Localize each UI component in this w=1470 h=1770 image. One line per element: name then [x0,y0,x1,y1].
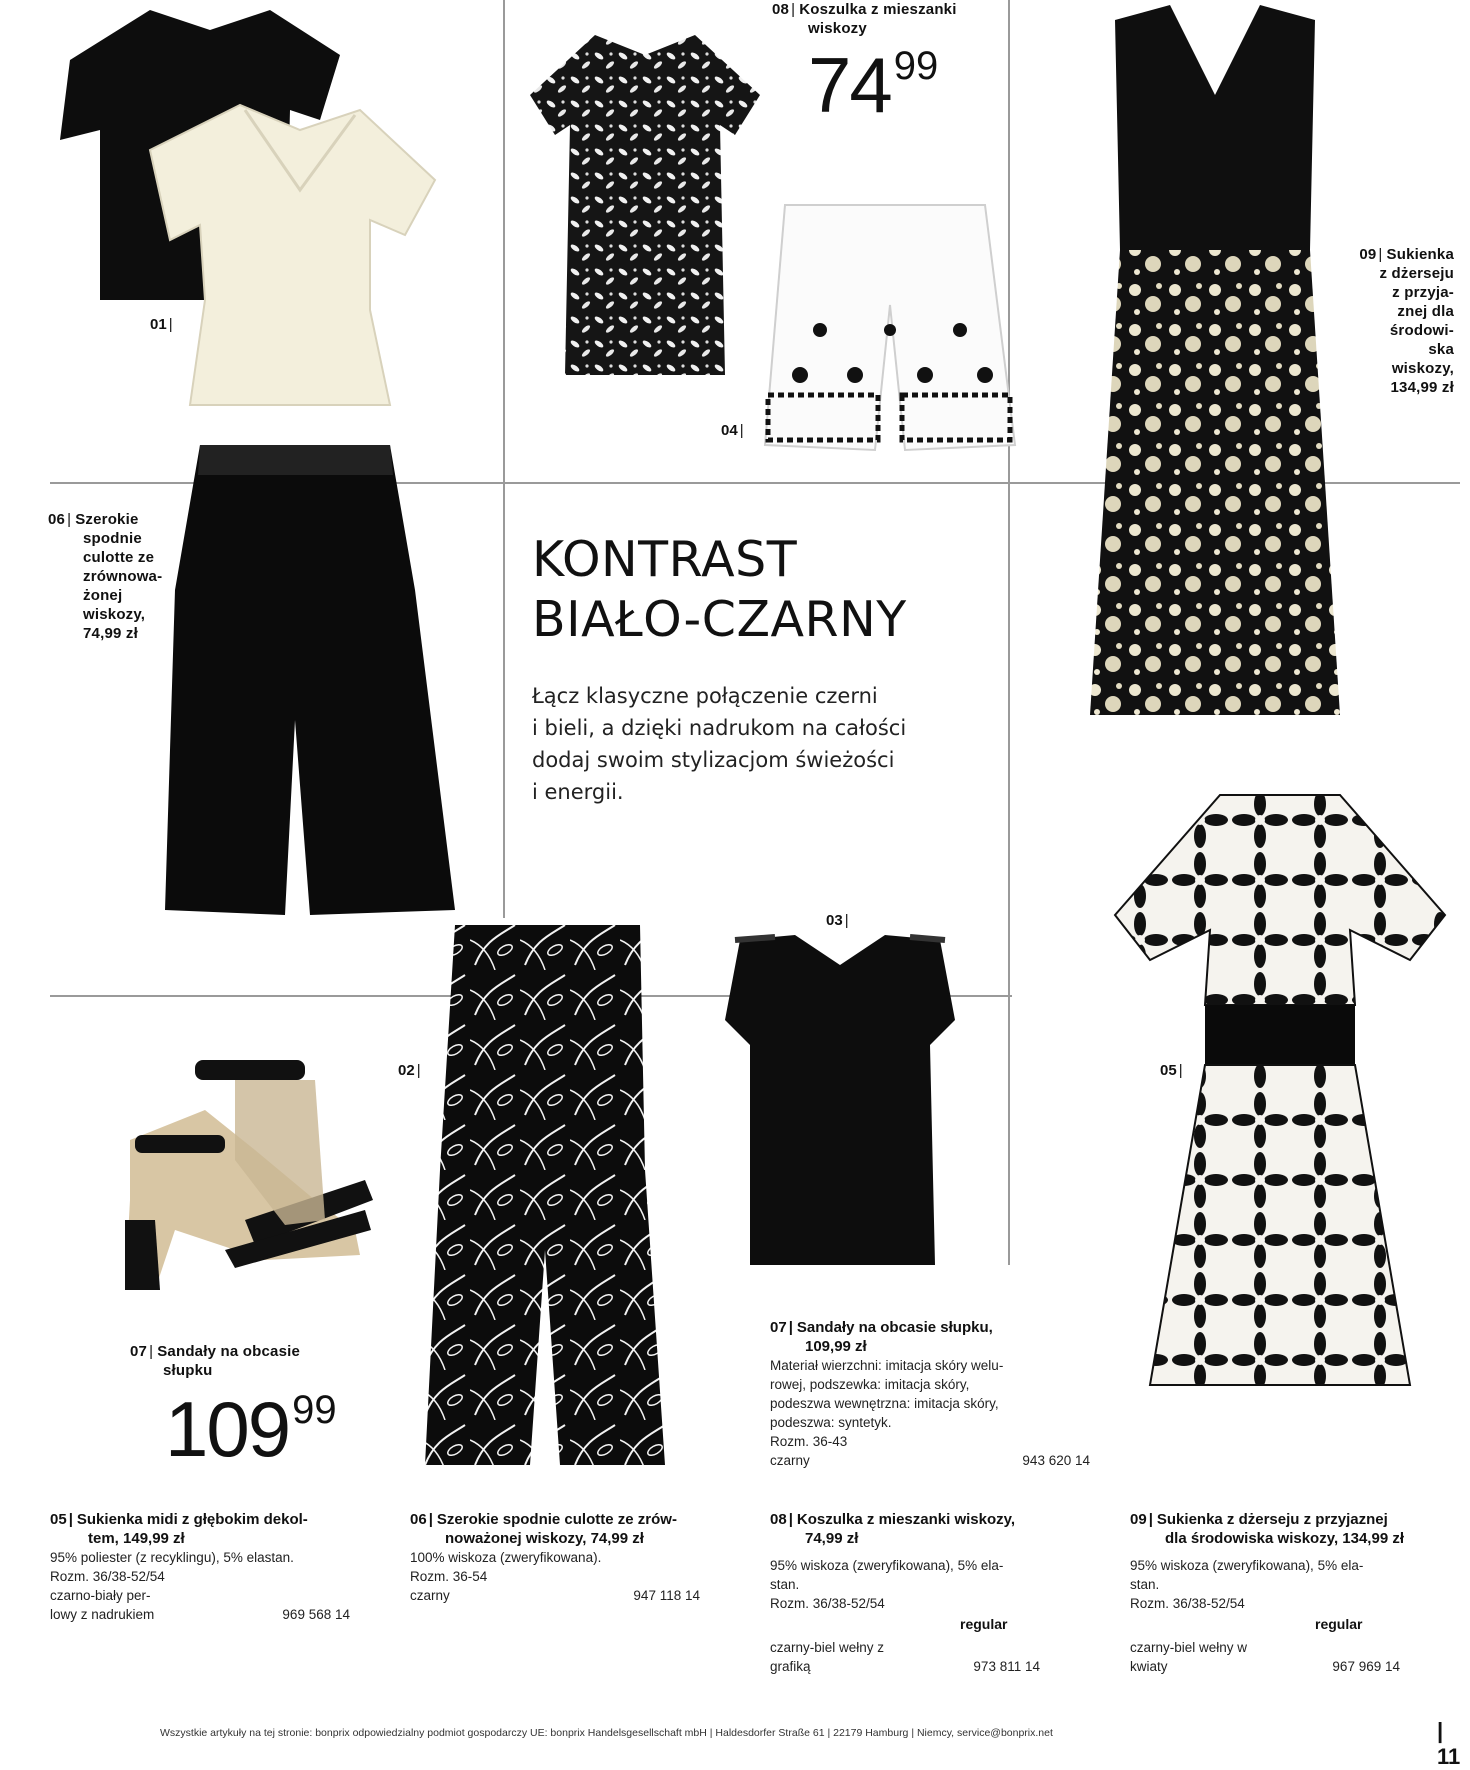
product-image-patterned-dress-05 [1110,790,1450,1390]
detail-08: 08 | Koszulka z mieszanki wiskozy, 74,99 zł 95% wiskoza (zweryfikowana), 5% ela- stan. Rozm. 36/38-52/54 regular czarny-biel wełny z grafiką 973 811 14 [770,1511,1040,1674]
product-image-sandals-07 [115,1040,395,1300]
product-image-printed-culottes-02 [420,920,670,1470]
callout-06: 06 | Szerokie spodnie culotte ze zrównowa- żonej wiskozy, 74,99 zł [48,511,163,642]
price-07: 10999 [165,1385,337,1473]
price-08: 7499 [808,41,939,129]
callout-09: 09 | Sukienka z dżerseju z przyja- znej dla środowi- ska wiskozy, 134,99 zł [1359,246,1454,396]
detail-07: 07 | Sandały na obcasie słupku, 109,99 zł Materiał wierzchni: imitacja skóry welu- rowej, podszewka: imitacja skóry, podeszwa wewnętrzna: imitacja skóry, podeszwa: syntetyk. Rozm. 36-43 czarny 943 620 14 [770,1319,1090,1468]
product-image-dress-09 [1085,0,1345,720]
label-04: 04 | [721,422,744,439]
label-05: 05 | [1160,1062,1183,1079]
product-image-top-03 [720,925,960,1270]
label-03: 03 | [826,912,849,929]
label-02: 02 | [398,1062,421,1079]
label-01: 01 | [150,316,173,333]
callout-08: 08 | Koszulka z mieszanki wiskozy [772,1,957,37]
headline: KONTRAST BIAŁO-CZARNY [532,531,907,648]
product-image-culottes-06 [160,440,460,920]
detail-09: 09 | Sukienka z dżerseju z przyjaznej dla środowiska wiskozy, 134,99 zł 95% wiskoza (zweryfikowana), 5% ela- stan. Rozm. 36/38-52/54 regular czarny-biel wełny w kwiaty 967 969 14 [1130,1511,1404,1674]
product-image-tshirts-01 [30,0,450,410]
intro-text: Łącz klasyczne połączenie czerni i bieli, a dzięki nadrukom na całości dodaj swoim stylizacjom świeżości i energii. [532,684,907,804]
detail-06: 06 | Szerokie spodnie culotte ze zrów- noważonej wiskozy, 74,99 zł 100% wiskoza (zweryfikowana). Rozm. 36-54 czarny 947 118 14 [410,1511,700,1603]
detail-05: 05 | Sukienka midi z głębokim dekol- tem, 149,99 zł 95% poliester (z recyklingu), 5% elastan. Rozm. 36/38-52/54 czarno-biały per- lowy z nadrukiem 969 568 14 [50,1511,350,1622]
product-image-printed-tee-08 [520,25,770,385]
product-image-shorts-04 [760,195,1020,465]
footer-legal: Wszystkie artykuły na tej stronie: bonprix odpowiedzialny podmiot gospodarczy UE: bonprix Handelsgesellschaft mbH | Haldesdorfer Straße 61 | 22179 Hamburg | Niemcy, service@bonprix.net [160,1727,1053,1739]
divider-vertical-left [503,0,505,918]
callout-07: 07 | Sandały na obcasie słupku [130,1343,301,1379]
page-number: | 11 [1437,1718,1461,1769]
divider-vertical-right [1008,0,1010,1265]
